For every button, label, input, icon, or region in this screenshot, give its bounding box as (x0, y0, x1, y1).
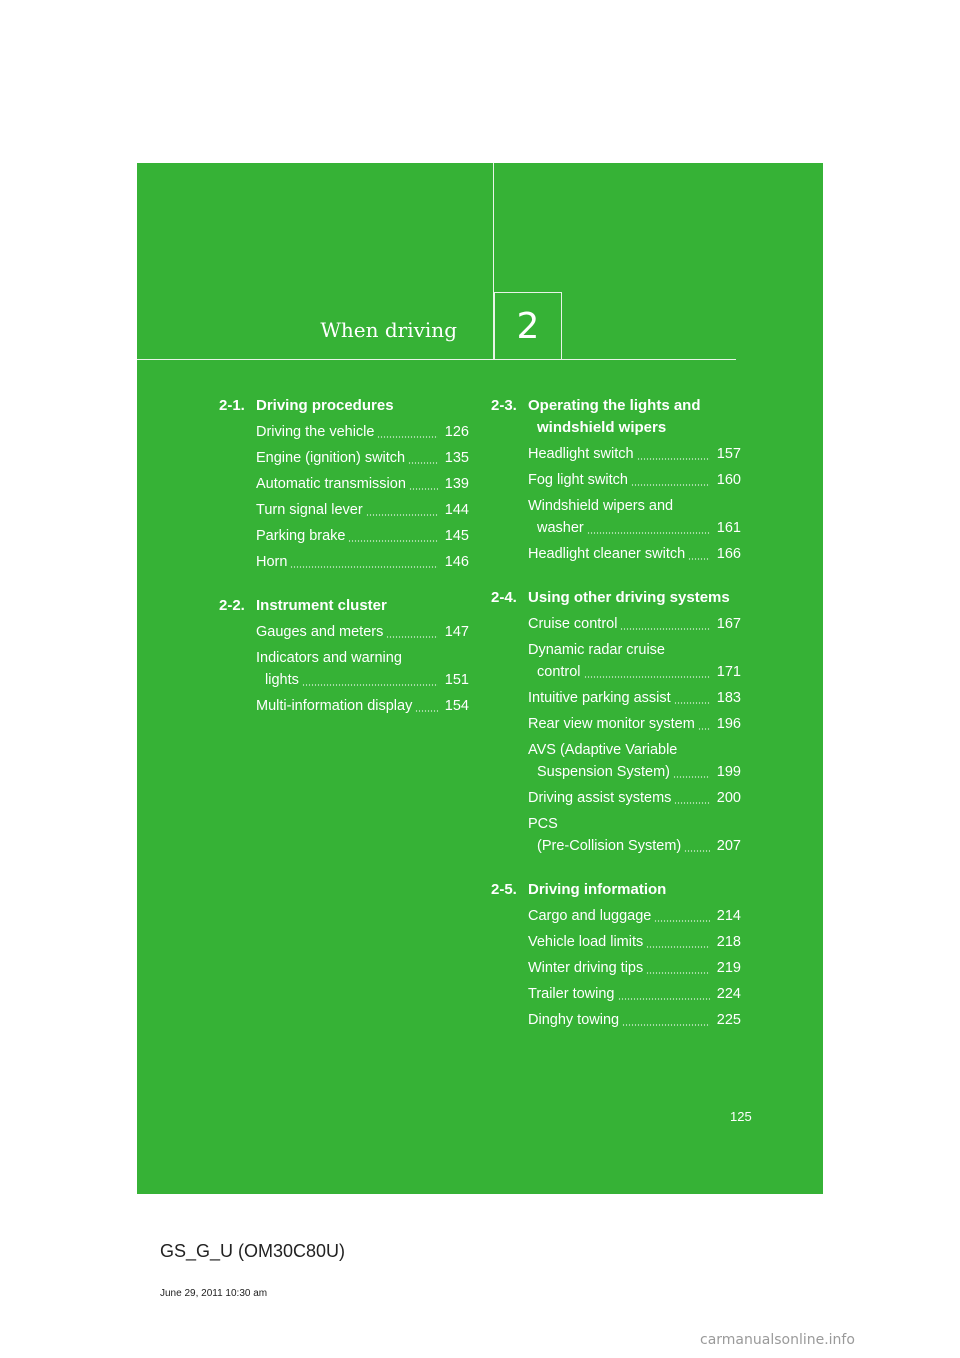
dot-leader (415, 710, 437, 712)
entry-page-number: 167 (716, 616, 741, 632)
toc-section (219, 595, 469, 717)
dot-leader (290, 566, 437, 568)
entry-title: Dinghy towing (528, 1012, 620, 1028)
dot-leader (622, 1024, 710, 1026)
entry-title: Intuitive parking assist (528, 690, 671, 706)
entry-title-continued: washer (537, 520, 584, 536)
entry-title: Headlight cleaner switch (528, 546, 686, 562)
entry-page-number: 144 (444, 502, 469, 518)
section-title: Driving information (528, 881, 667, 898)
toc-entry[interactable] (491, 495, 741, 539)
dot-leader (302, 684, 438, 686)
entry-title: Automatic transmission (256, 476, 406, 492)
toc-section (491, 587, 741, 857)
dot-leader (684, 850, 710, 852)
entry-page-number: 196 (716, 716, 741, 732)
toc-column-left (219, 395, 469, 739)
toc-entry[interactable] (491, 787, 741, 809)
toc-entry[interactable] (491, 469, 741, 491)
toc-entry[interactable] (491, 983, 741, 1005)
dot-leader (366, 514, 438, 516)
entry-title-continued: (Pre-Collision System) (537, 838, 682, 854)
chapter-number: 2 (494, 292, 562, 359)
entry-title: Engine (ignition) switch (256, 450, 406, 466)
entry-page-number: 199 (716, 764, 741, 780)
toc-entry[interactable] (219, 695, 469, 717)
toc-entry[interactable] (491, 543, 741, 565)
page-number: 125 (730, 1109, 752, 1124)
dot-leader (618, 998, 710, 1000)
dot-leader (620, 628, 709, 630)
entry-page-number: 160 (716, 472, 741, 488)
entry-page-number: 146 (444, 554, 469, 570)
entry-title-continued: lights (265, 672, 299, 688)
entry-page-number: 154 (444, 698, 469, 714)
entry-page-number: 200 (716, 790, 741, 806)
entry-page-number: 126 (444, 424, 469, 440)
toc-entry[interactable] (219, 473, 469, 495)
dot-leader (698, 728, 710, 730)
dot-leader (637, 458, 710, 460)
dot-leader (386, 636, 437, 638)
dot-leader (674, 802, 709, 804)
footer-doc-code: GS_G_U (OM30C80U) (160, 1241, 346, 1261)
section-heading[interactable] (219, 595, 469, 617)
entry-title: Fog light switch (528, 472, 628, 488)
section-number: 2-2. (219, 597, 245, 614)
toc-entry[interactable] (219, 447, 469, 469)
toc-section (491, 879, 741, 1031)
section-title: Instrument cluster (256, 597, 387, 614)
entry-title: AVS (Adaptive Variable (528, 742, 678, 758)
entry-page-number: 219 (716, 960, 741, 976)
toc-entry[interactable] (491, 687, 741, 709)
dot-leader (584, 676, 710, 678)
entry-page-number: 171 (716, 664, 741, 680)
section-heading[interactable] (219, 395, 469, 417)
section-number: 2-4. (491, 589, 517, 606)
toc-section (491, 395, 741, 565)
footer-date: June 29, 2011 10:30 am (160, 1288, 268, 1299)
section-title: Using other driving systems (528, 589, 730, 606)
dot-leader (674, 702, 710, 704)
entry-page-number: 225 (716, 1012, 741, 1028)
toc-entry[interactable] (491, 957, 741, 979)
toc-entry[interactable] (491, 813, 741, 857)
entry-page-number: 139 (444, 476, 469, 492)
entry-title: Indicators and warning (256, 650, 402, 666)
entry-page-number: 151 (444, 672, 469, 688)
entry-page-number: 166 (716, 546, 741, 562)
toc-entry[interactable] (491, 1009, 741, 1031)
toc-entry[interactable] (491, 931, 741, 953)
dot-leader (688, 558, 710, 560)
entry-title: Vehicle load limits (528, 934, 644, 950)
entry-page-number: 218 (716, 934, 741, 950)
dot-leader (587, 532, 710, 534)
header-divider-horizontal (137, 359, 736, 360)
section-heading[interactable] (491, 587, 741, 609)
entry-title: Cargo and luggage (528, 908, 652, 924)
entry-title-continued: control (537, 664, 581, 680)
dot-leader (631, 484, 710, 486)
entry-title: Horn (256, 554, 288, 570)
toc-entry[interactable] (491, 713, 741, 735)
entry-title: Gauges and meters (256, 624, 384, 640)
toc-entry[interactable] (219, 647, 469, 691)
entry-title: Dynamic radar cruise (528, 642, 665, 658)
entry-title: Turn signal lever (256, 502, 363, 518)
toc-entry[interactable] (219, 621, 469, 643)
toc-column-right (491, 395, 741, 1053)
toc-entry[interactable] (219, 551, 469, 573)
entry-title: Cruise control (528, 616, 618, 632)
entry-page-number: 135 (444, 450, 469, 466)
toc-entry[interactable] (491, 443, 741, 465)
section-number: 2-5. (491, 881, 517, 898)
section-title: Driving procedures (256, 397, 394, 414)
entry-title: Winter driving tips (528, 960, 644, 976)
dot-leader (646, 972, 710, 974)
dot-leader (409, 488, 438, 490)
entry-page-number: 145 (444, 528, 469, 544)
toc-entry[interactable] (219, 421, 469, 443)
entry-page-number: 161 (716, 520, 741, 536)
entry-title: Trailer towing (528, 986, 615, 1002)
toc-entry[interactable] (219, 499, 469, 521)
entry-title: PCS (528, 816, 558, 832)
entry-page-number: 183 (716, 690, 741, 706)
entry-title: Driving the vehicle (256, 424, 375, 440)
toc-section (219, 395, 469, 573)
entry-page-number: 214 (716, 908, 741, 924)
toc-entry[interactable] (491, 639, 741, 683)
entry-title: Windshield wipers and (528, 498, 674, 514)
entry-title: Multi-information display (256, 698, 413, 714)
entry-title: Rear view monitor system (528, 716, 695, 732)
dot-leader (408, 462, 438, 464)
dot-leader (673, 776, 710, 778)
section-title: Operating the lights and windshield wipers (528, 397, 701, 436)
dot-leader (348, 540, 437, 542)
entry-page-number: 157 (716, 446, 741, 462)
entry-page-number: 147 (444, 624, 469, 640)
section-heading[interactable] (491, 395, 741, 439)
toc-entry[interactable] (219, 525, 469, 547)
section-number: 2-3. (491, 397, 517, 414)
entry-page-number: 207 (716, 838, 741, 854)
dot-leader (646, 946, 710, 948)
section-heading[interactable] (491, 879, 741, 901)
watermark: carmanualsonline.info (700, 1332, 855, 1348)
section-number: 2-1. (219, 397, 245, 414)
dot-leader (654, 920, 709, 922)
entry-title: Parking brake (256, 528, 346, 544)
dot-leader (377, 436, 437, 438)
toc-entry[interactable] (491, 613, 741, 635)
toc-entry[interactable] (491, 905, 741, 927)
entry-title-continued: Suspension System) (537, 764, 670, 780)
entry-page-number: 224 (716, 986, 741, 1002)
entry-title: Headlight switch (528, 446, 634, 462)
entry-title: Driving assist systems (528, 790, 672, 806)
toc-entry[interactable] (491, 739, 741, 783)
chapter-title: When driving (320, 318, 457, 342)
